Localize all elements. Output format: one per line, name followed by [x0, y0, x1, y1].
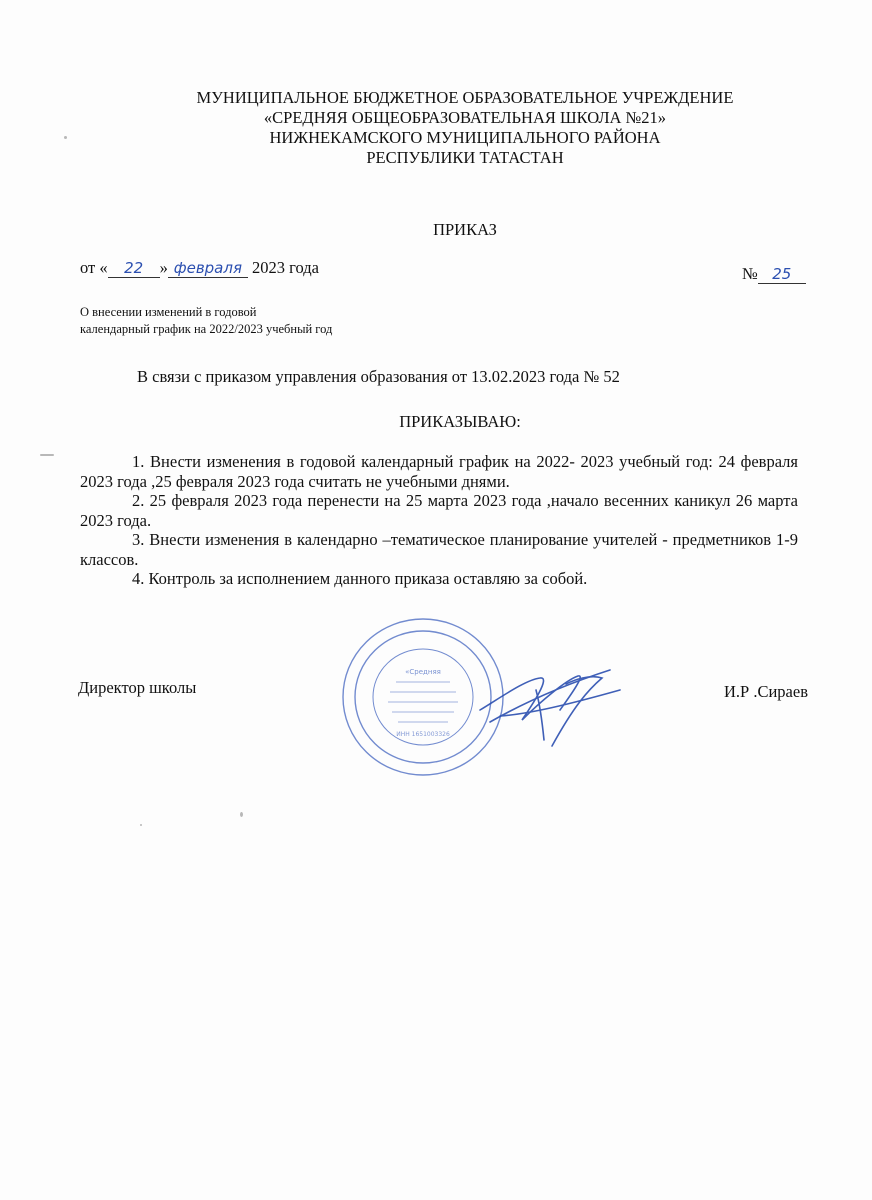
handwritten-day: 22 [108, 259, 160, 278]
scan-speck [64, 136, 67, 139]
document-type-title: ПРИКАЗ [433, 220, 497, 239]
director-signature [470, 650, 630, 760]
scan-speck [140, 824, 142, 826]
handwritten-month: февраля [168, 259, 248, 278]
order-directive-word: ПРИКАЗЫВАЮ: [399, 412, 521, 431]
director-name: И.Р .Сираев [724, 682, 808, 701]
subject-line-1: О внесении изменений в годовой [80, 305, 257, 319]
order-items [80, 452, 798, 589]
date-middle: » [159, 258, 168, 277]
handwritten-number: 25 [758, 265, 806, 284]
svg-text:ИНН 1651003326: ИНН 1651003326 [396, 731, 450, 738]
order-item-2: 2. 25 февраля 2023 года перенести на 25 марта 2023 года ,начало весенних каникул 26 марта 2023 года. [80, 491, 798, 530]
header-line-2: «СРЕДНЯЯ ОБЩЕОБРАЗОВАТЕЛЬНАЯ ШКОЛА №21» [263, 108, 667, 127]
order-item-1: 1. Внести изменения в годовой календарный график на 2022- 2023 учебный год: 24 февраля 2023 года ,25 февраля 2023 года считать не учебными днями. [80, 452, 798, 491]
subject-line-2: календарный график на 2022/2023 учебный год [80, 322, 333, 336]
header-line-1: МУНИЦИПАЛЬНОЕ БЮДЖЕТНОЕ ОБРАЗОВАТЕЛЬНОЕ УЧРЕЖДЕНИЕ [196, 88, 734, 107]
order-subject [80, 304, 332, 338]
header-line-3: НИЖНЕКАМСКОГО МУНИЦИПАЛЬНОГО РАЙОНА [269, 128, 661, 147]
number-prefix: № [742, 264, 758, 283]
order-basis: В связи с приказом управления образования от 13.02.2023 года № 52 [137, 367, 620, 386]
date-suffix: 2023 года [252, 258, 319, 277]
organization-header [60, 88, 870, 168]
director-title: Директор школы [78, 678, 197, 697]
date-prefix: от « [80, 258, 108, 277]
scan-speck [40, 454, 54, 456]
order-item-3: 3. Внести изменения в календарно –тематическое планирование учителей - предметников 1-9 классов. [80, 530, 798, 569]
header-line-4: РЕСПУБЛИКИ ТАТАСТАН [366, 148, 564, 167]
order-item-4: 4. Контроль за исполнением данного приказа оставляю за собой. [132, 569, 588, 588]
order-date [80, 258, 319, 278]
order-number [742, 264, 806, 284]
svg-text:«Средняя: «Средняя [405, 668, 441, 676]
scan-speck [240, 812, 243, 817]
